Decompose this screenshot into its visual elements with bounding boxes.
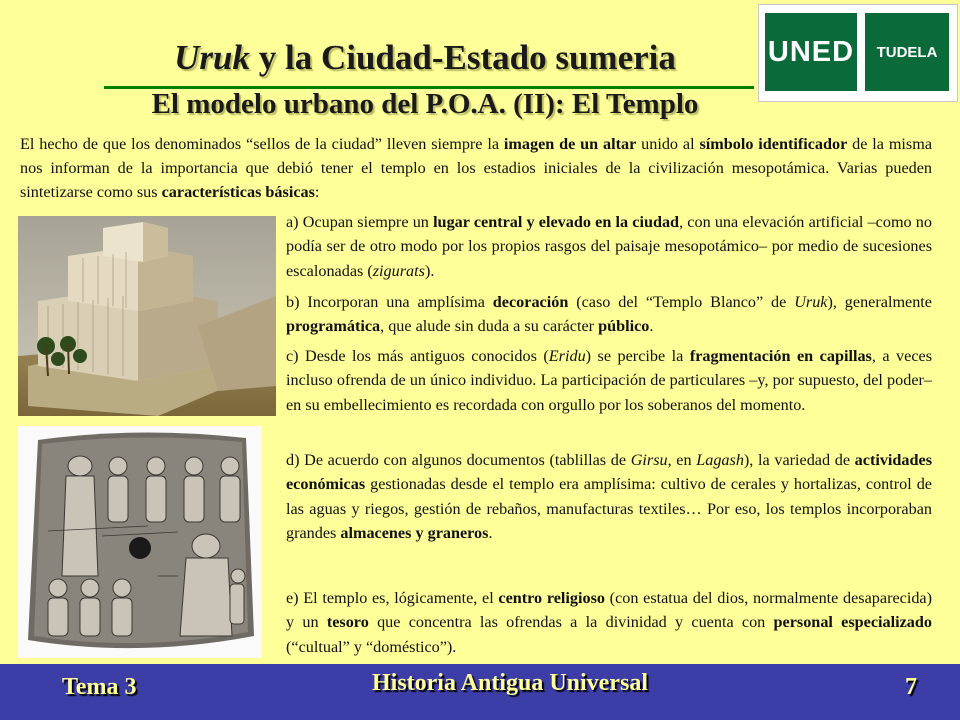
text-run: (con estatua del dios, normalmente desaparecida) y un [286, 589, 932, 632]
text-run: de la misma nos informan de la importancia que debió tener el templo en los estadios iniciales de la civilización mesopotámica. Varias pueden sintetizarse como sus [20, 135, 932, 201]
slide-footer [0, 664, 960, 720]
sumerian-relief-image [18, 426, 262, 658]
bold-term: características básicas [161, 183, 315, 201]
characteristic-b [286, 290, 932, 339]
bold-term: tesoro [326, 613, 369, 632]
bold-term: personal especializado [773, 613, 932, 632]
text-run: ) se percibe la [585, 347, 690, 365]
footer-topic: Tema 3 [62, 674, 137, 700]
footer-course: Historia Antigua Universal [371, 670, 648, 696]
text-run: : [314, 183, 320, 201]
logo-uned: UNED [765, 13, 857, 91]
text-run: (caso del “Templo Blanco” de [568, 293, 795, 311]
text-run: a) Ocupan siempre un [286, 213, 434, 231]
text-run: e) El templo es, lógicamente, el [286, 589, 499, 607]
text-run: unido al [636, 135, 700, 153]
logo-tudela: TUDELA [865, 13, 949, 91]
text-run: El hecho de que los denominados “sellos de la ciudad” lleven siempre la [20, 135, 504, 153]
italic-term: Lagash [696, 451, 744, 469]
uned-tudela-logo [758, 4, 958, 102]
bold-term: decoración [492, 293, 569, 311]
text-run: c) Desde los más antiguos conocidos ( [286, 347, 549, 365]
text-run: (“cultual” y “doméstico”). [286, 637, 457, 656]
bold-term: fragmentación en capillas [689, 347, 872, 365]
temple-reconstruction-image [18, 216, 276, 416]
text-run: d) De acuerdo con algunos documentos (tablillas de [286, 451, 631, 469]
bold-term: almacenes y graneros [340, 524, 489, 543]
votive-plaque-render [18, 426, 262, 658]
ziggurat-render [18, 216, 276, 416]
title-city-name: Uruk [174, 38, 250, 77]
characteristic-c [286, 344, 932, 417]
footer-page-number: 7 [905, 674, 917, 700]
bold-term: actividades económicas [286, 451, 933, 494]
italic-term: Uruk [794, 293, 828, 311]
text-run: , en [667, 451, 697, 469]
italic-term: Eridu [548, 347, 586, 365]
italic-term: Girsu [630, 451, 668, 469]
characteristic-e [286, 586, 932, 659]
text-run: , que alude sin duda a su carácter [380, 317, 599, 336]
text-run: que concentra las ofrendas a la divinidad y cuenta con [368, 613, 774, 632]
bold-term: lugar central y elevado en la ciudad [433, 213, 680, 231]
bold-term: símbolo identificador [699, 135, 848, 153]
bold-term: imagen de un altar [503, 135, 637, 153]
characteristic-a [286, 210, 932, 283]
text-run: ), la variedad de [743, 451, 855, 469]
text-run: , a veces incluso ofrenda de un único individuo. La participación de particulares –y, por supuesto, del poder– en su embellecimiento es recordada con orgullo por los soberanos del momento. [286, 347, 932, 414]
text-run: ). [424, 261, 435, 280]
bold-term: público [598, 317, 650, 336]
text-run: . [649, 317, 654, 336]
slide-title [0, 38, 850, 78]
title-rest: y la Ciudad-Estado sumeria [249, 38, 676, 77]
italic-term: zigurats [372, 261, 425, 280]
text-run: gestionadas desde el templo era amplísima: cultivo de cerales y hortalizas, control de las aguas y riegos, gestión de rebaños, manufacturas textiles… Por eso, los templos incorporaban grandes [286, 475, 932, 543]
text-run: , con una elevación artificial –como no podía ser de otro modo por los propios rasgos del paisaje mesopotámico– por medio de sucesiones escalonadas ( [286, 213, 932, 280]
slide-subtitle: El modelo urbano del P.O.A. (II): El Templo [151, 88, 699, 120]
text-run: b) Incorporan una amplísima [286, 293, 493, 311]
characteristic-d [286, 448, 932, 546]
text-run: . [488, 524, 493, 543]
bold-term: centro religioso [498, 589, 605, 607]
intro-paragraph [20, 132, 932, 204]
text-run: ), generalmente [827, 293, 932, 311]
bold-term: programática [286, 317, 381, 336]
